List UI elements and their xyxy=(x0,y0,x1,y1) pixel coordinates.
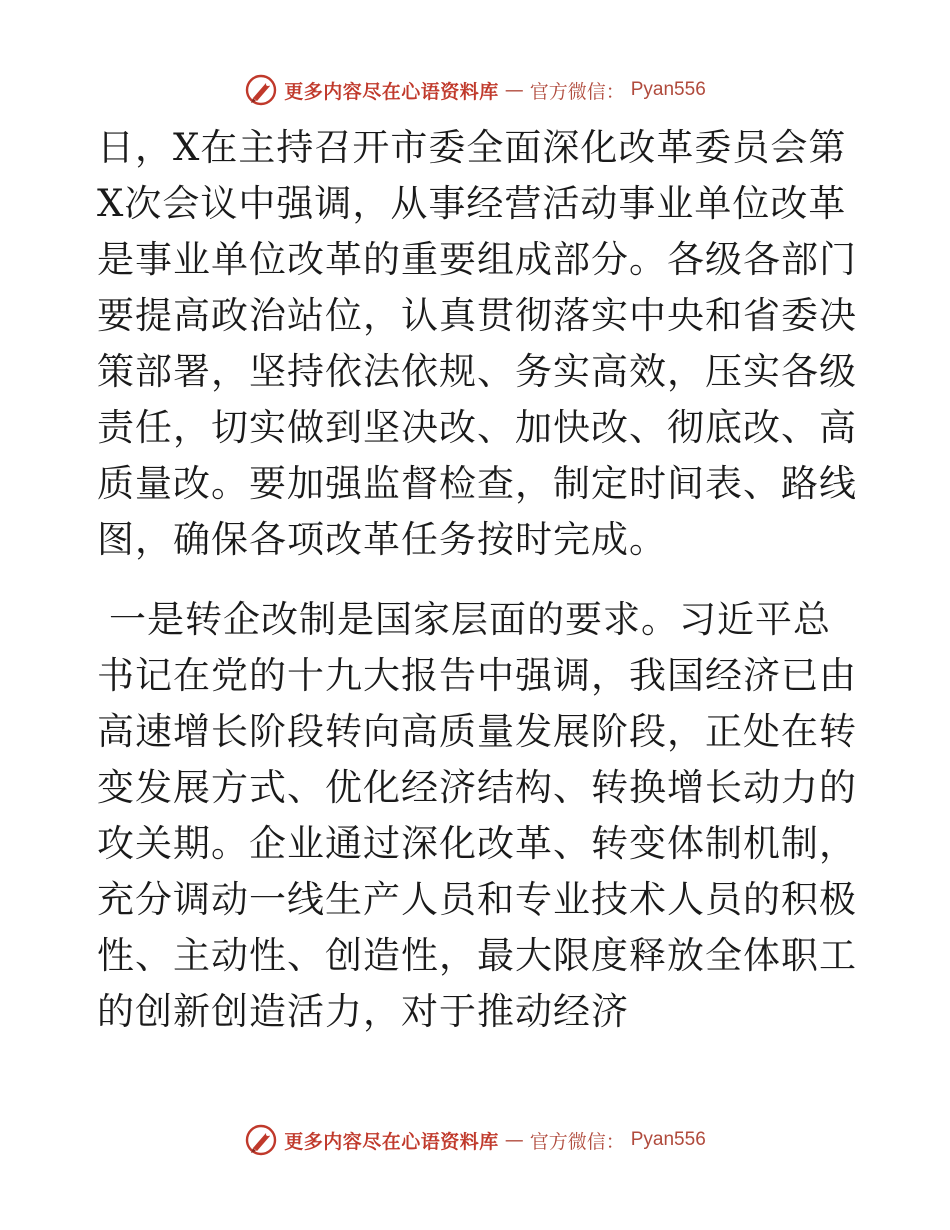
banner-wechat-handle: Pyan556 xyxy=(630,1129,706,1150)
body-paragraph: 日，X在主持召开市委全面深化改革委员会第X次会议中强调，从事经营活动事业单位改革是事业单位改革的重要组成部分。各级各部门要提高政治站位，认真贯彻落实中央和省委决策部署，坚持依法依规、务实高效，压实各级责任，切实做到坚决改、加快改、彻底改、高质量改。要加强监督检查，制定时间表、路线图，确保各项改革任务按时完成。 xyxy=(97,126,857,561)
banner-wechat-handle: Pyan556 xyxy=(630,79,706,100)
banner-dash: — xyxy=(504,1129,524,1151)
banner-contact-label: 官方微信： xyxy=(529,1130,625,1153)
banner-brand-text: 更多内容尽在心语资料库 xyxy=(284,1130,499,1153)
body-paragraph: 一是转企改制是国家层面的要求。习近平总书记在党的十九大报告中强调，我国经济已由高速增长阶段转向高质量发展阶段，正处在转变发展方式、优化经济结构、转换增长动力的攻关期。企业通过深化改革、转变体制机制，充分调动一线生产人员和专业技术人员的积极性、主动性、创造性，最大限度释放全体职工的创新创造活力，对于推动经济 xyxy=(97,598,857,1033)
pen-logo-icon xyxy=(244,73,278,107)
document-body xyxy=(97,120,857,1040)
banner-dash: — xyxy=(504,79,524,101)
pen-logo-icon xyxy=(244,1123,278,1157)
header-watermark-banner xyxy=(0,70,950,110)
banner-contact-label: 官方微信： xyxy=(529,80,625,103)
banner-brand-text: 更多内容尽在心语资料库 xyxy=(284,80,499,103)
footer-watermark-banner xyxy=(0,1120,950,1160)
